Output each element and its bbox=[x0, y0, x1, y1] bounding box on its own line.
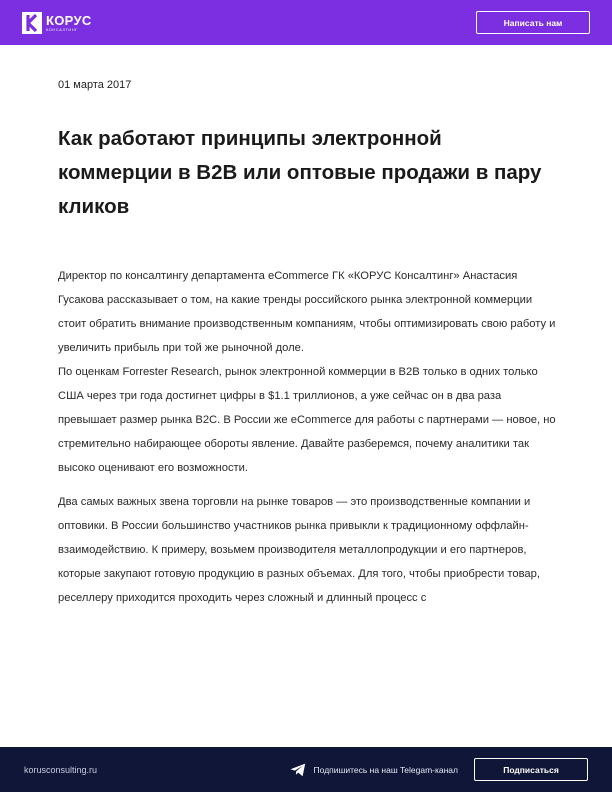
logo-subtitle: КОНСАЛТИНГ bbox=[46, 26, 78, 32]
telegram-text: Подпишитесь на наш Telegam-канал bbox=[313, 764, 458, 775]
article-date: 01 марта 2017 bbox=[58, 79, 132, 91]
telegram-icon bbox=[290, 763, 306, 777]
subscribe-button[interactable]: Подписаться bbox=[474, 758, 588, 781]
write-us-button[interactable]: Написать нам bbox=[476, 11, 590, 34]
logo-name: КОРУС bbox=[46, 12, 92, 28]
telegram-link[interactable] bbox=[290, 763, 458, 777]
article-body bbox=[58, 264, 558, 610]
bottom-bar bbox=[0, 747, 612, 792]
korus-logo-icon bbox=[22, 12, 42, 34]
paragraph: Директор по консалтингу департамента eCommerce ГК «КОРУС Консалтинг» Анастасия Гусакова рассказывает о том, на какие тренды российского рынка электронной коммерции стоит обратить внимание производственным компаниям, чтобы оптимизировать свою работу и увеличить прибыль при той же рыночной доле. bbox=[58, 270, 556, 354]
site-link[interactable]: korusconsulting.ru bbox=[24, 764, 98, 775]
paragraph: По оценкам Forrester Research, рынок электронной коммерции в B2B только в одних только США через три года достигнет цифры в $1.1 триллионов, а уже сейчас он в два раза превышает размер рынка B2C. В России же eCommerce для работы с партнерами — новое, но стремительно набирающее обороты явление. Давайте разберемся, почему аналитики так высоко оценивают его возможности. bbox=[58, 366, 556, 474]
korus-logo[interactable] bbox=[22, 12, 92, 34]
top-bar bbox=[0, 0, 612, 45]
paragraph: Два самых важных звена торговли на рынке товаров — это производственные компании и оптовики. В России большинство участников рынка привыкли к традиционному оффлайн-взаимодействию. К примеру, возьмем производителя металлопродукции и его партнеров, которые закупают готовую продукцию в разных объемах. Для того, чтобы приобрести товар, реселлеру приходится проходить через сложный и длинный процесс с bbox=[58, 496, 540, 604]
article-title: Как работают принципы электронной коммерции в B2B или оптовые продажи в пару кликов bbox=[58, 127, 542, 218]
